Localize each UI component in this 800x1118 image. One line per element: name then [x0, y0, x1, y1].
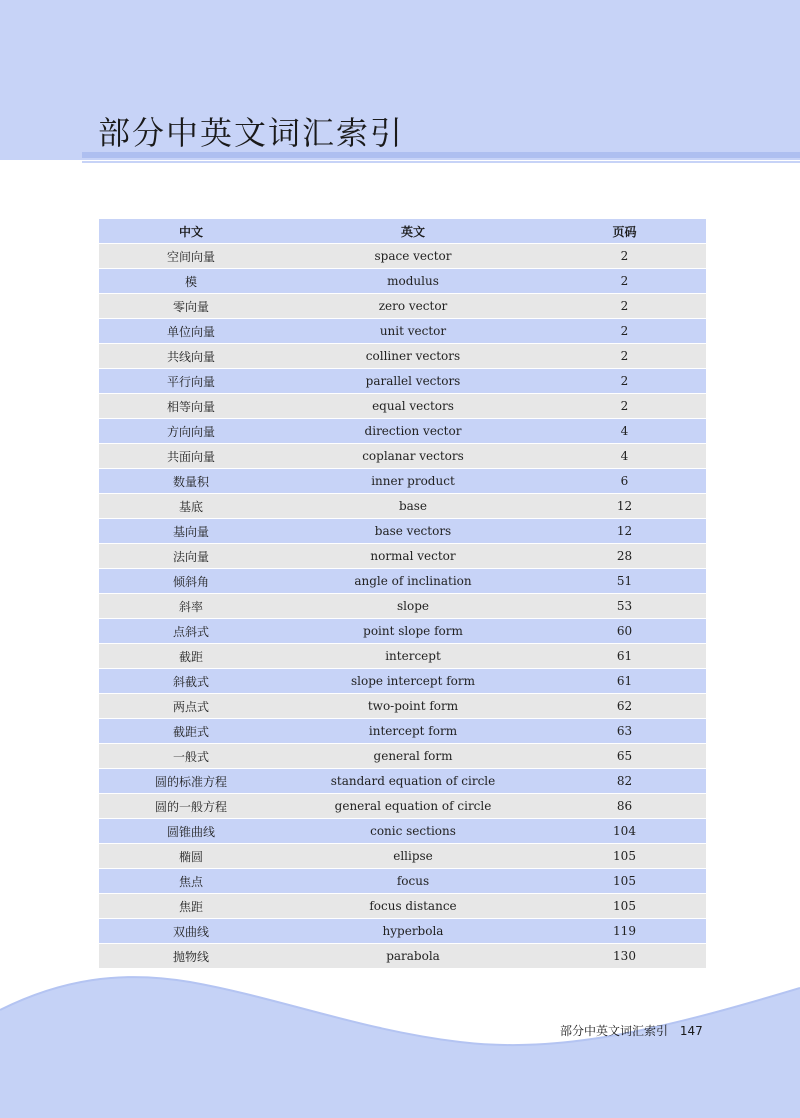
cell-english-term: angle of inclination	[283, 569, 543, 594]
page-title: 部分中英文词汇索引	[98, 114, 405, 152]
cell-page-number: 119	[543, 919, 706, 944]
cell-chinese-term: 基向量	[99, 519, 283, 544]
cell-chinese-term: 法向量	[99, 544, 283, 569]
table-row	[99, 494, 706, 519]
cell-chinese-term: 圆的标准方程	[99, 769, 283, 794]
cell-english-term: focus distance	[283, 894, 543, 919]
vocabulary-index-table	[99, 219, 706, 969]
cell-english-term: colliner vectors	[283, 344, 543, 369]
table-row	[99, 719, 706, 744]
cell-chinese-term: 斜截式	[99, 669, 283, 694]
table-row	[99, 544, 706, 569]
cell-chinese-term: 单位向量	[99, 319, 283, 344]
cell-english-term: intercept form	[283, 719, 543, 744]
table-row	[99, 394, 706, 419]
table-row	[99, 269, 706, 294]
cell-page-number: 82	[543, 769, 706, 794]
cell-page-number: 105	[543, 844, 706, 869]
cell-page-number: 130	[543, 944, 706, 969]
table-row	[99, 369, 706, 394]
cell-chinese-term: 平行向量	[99, 369, 283, 394]
cell-page-number: 28	[543, 544, 706, 569]
header-page: 页码	[543, 219, 706, 244]
cell-page-number: 53	[543, 594, 706, 619]
cell-chinese-term: 斜率	[99, 594, 283, 619]
cell-english-term: intercept	[283, 644, 543, 669]
cell-page-number: 12	[543, 519, 706, 544]
cell-page-number: 86	[543, 794, 706, 819]
table-row	[99, 844, 706, 869]
cell-page-number: 61	[543, 644, 706, 669]
cell-page-number: 2	[543, 369, 706, 394]
table-row	[99, 769, 706, 794]
table-row	[99, 344, 706, 369]
cell-english-term: equal vectors	[283, 394, 543, 419]
cell-english-term: base	[283, 494, 543, 519]
cell-chinese-term: 一般式	[99, 744, 283, 769]
cell-english-term: conic sections	[283, 819, 543, 844]
table-row	[99, 744, 706, 769]
cell-english-term: coplanar vectors	[283, 444, 543, 469]
header-chinese: 中文	[99, 219, 283, 244]
table-row	[99, 919, 706, 944]
table-row	[99, 794, 706, 819]
cell-chinese-term: 双曲线	[99, 919, 283, 944]
cell-english-term: modulus	[283, 269, 543, 294]
cell-chinese-term: 抛物线	[99, 944, 283, 969]
cell-english-term: unit vector	[283, 319, 543, 344]
cell-english-term: standard equation of circle	[283, 769, 543, 794]
table-row	[99, 644, 706, 669]
cell-english-term: focus	[283, 869, 543, 894]
cell-chinese-term: 相等向量	[99, 394, 283, 419]
cell-chinese-term: 圆锥曲线	[99, 819, 283, 844]
cell-page-number: 4	[543, 444, 706, 469]
cell-page-number: 2	[543, 319, 706, 344]
cell-page-number: 4	[543, 419, 706, 444]
footer-wave	[0, 960, 800, 1118]
cell-english-term: parallel vectors	[283, 369, 543, 394]
cell-english-term: normal vector	[283, 544, 543, 569]
cell-page-number: 65	[543, 744, 706, 769]
cell-chinese-term: 圆的一般方程	[99, 794, 283, 819]
cell-english-term: space vector	[283, 244, 543, 269]
cell-page-number: 104	[543, 819, 706, 844]
table-row	[99, 444, 706, 469]
table-body	[99, 244, 706, 969]
cell-page-number: 2	[543, 294, 706, 319]
cell-page-number: 63	[543, 719, 706, 744]
cell-chinese-term: 点斜式	[99, 619, 283, 644]
cell-english-term: point slope form	[283, 619, 543, 644]
cell-chinese-term: 模	[99, 269, 283, 294]
cell-english-term: ellipse	[283, 844, 543, 869]
cell-english-term: two-point form	[283, 694, 543, 719]
cell-chinese-term: 截距	[99, 644, 283, 669]
cell-english-term: base vectors	[283, 519, 543, 544]
table-row	[99, 519, 706, 544]
cell-english-term: direction vector	[283, 419, 543, 444]
table-row	[99, 869, 706, 894]
cell-page-number: 2	[543, 244, 706, 269]
table-row	[99, 294, 706, 319]
cell-chinese-term: 倾斜角	[99, 569, 283, 594]
cell-chinese-term: 方向向量	[99, 419, 283, 444]
table-row	[99, 469, 706, 494]
cell-page-number: 2	[543, 344, 706, 369]
cell-english-term: parabola	[283, 944, 543, 969]
cell-english-term: general form	[283, 744, 543, 769]
cell-page-number: 60	[543, 619, 706, 644]
cell-page-number: 2	[543, 269, 706, 294]
table-row	[99, 319, 706, 344]
cell-chinese-term: 零向量	[99, 294, 283, 319]
cell-chinese-term: 截距式	[99, 719, 283, 744]
header-english: 英文	[283, 219, 543, 244]
footer-section-title: 部分中英文词汇索引	[560, 1024, 669, 1038]
cell-page-number: 62	[543, 694, 706, 719]
cell-page-number: 61	[543, 669, 706, 694]
table-row	[99, 819, 706, 844]
table-row	[99, 569, 706, 594]
cell-english-term: slope intercept form	[283, 669, 543, 694]
cell-chinese-term: 数量积	[99, 469, 283, 494]
cell-chinese-term: 基底	[99, 494, 283, 519]
cell-chinese-term: 共线向量	[99, 344, 283, 369]
table-row	[99, 594, 706, 619]
table-row	[99, 694, 706, 719]
footer-page-number: 147	[679, 1024, 703, 1038]
cell-chinese-term: 空间向量	[99, 244, 283, 269]
header-rule-thin	[82, 161, 800, 163]
footer-running-head	[560, 1022, 703, 1039]
cell-chinese-term: 两点式	[99, 694, 283, 719]
cell-chinese-term: 椭圆	[99, 844, 283, 869]
table-header-row	[99, 219, 706, 244]
table-row	[99, 244, 706, 269]
cell-chinese-term: 焦距	[99, 894, 283, 919]
cell-page-number: 2	[543, 394, 706, 419]
cell-english-term: slope	[283, 594, 543, 619]
cell-page-number: 105	[543, 894, 706, 919]
cell-chinese-term: 焦点	[99, 869, 283, 894]
cell-page-number: 12	[543, 494, 706, 519]
cell-page-number: 6	[543, 469, 706, 494]
table-row	[99, 419, 706, 444]
table-row	[99, 669, 706, 694]
table-row	[99, 894, 706, 919]
cell-chinese-term: 共面向量	[99, 444, 283, 469]
cell-english-term: inner product	[283, 469, 543, 494]
cell-english-term: hyperbola	[283, 919, 543, 944]
cell-page-number: 105	[543, 869, 706, 894]
cell-page-number: 51	[543, 569, 706, 594]
cell-english-term: general equation of circle	[283, 794, 543, 819]
cell-english-term: zero vector	[283, 294, 543, 319]
table-row	[99, 619, 706, 644]
